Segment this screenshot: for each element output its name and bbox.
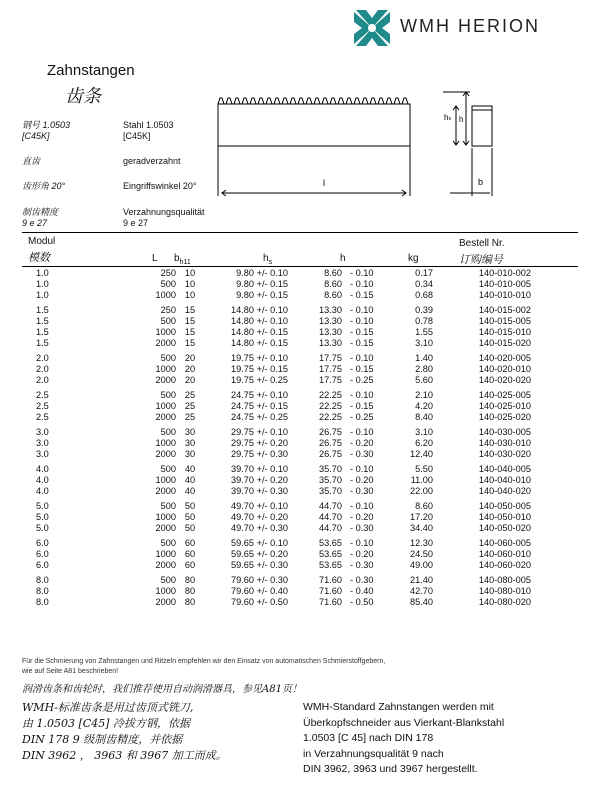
cell-h: 71.60 - 0.50: [319, 597, 374, 607]
cell-width: 10: [184, 279, 196, 289]
cell-modul: 8.0: [36, 586, 49, 596]
cell-weight: 22.00: [410, 486, 433, 496]
cell-hs: 79.60 +/- 0.30: [231, 575, 288, 585]
cell-weight: 0.34: [415, 279, 433, 289]
cell-h: 35.70 - 0.10: [319, 464, 374, 474]
cell-length: 250: [160, 305, 176, 315]
label-length: l: [323, 178, 325, 188]
spec-teeth-cn: 直齿: [22, 156, 41, 166]
cell-width: 80: [184, 586, 196, 596]
cell-modul: 4.0: [36, 486, 49, 496]
table-row: [0, 475, 600, 486]
cell-length: 2000: [155, 486, 176, 496]
table-row: [0, 401, 600, 412]
cell-hs: 9.80 +/- 0.15: [236, 290, 288, 300]
cell-order-number: 140-080-005: [478, 575, 531, 585]
cell-weight: 0.78: [415, 316, 433, 326]
cell-order-number: 140-050-005: [478, 501, 531, 511]
cell-modul: 1.0: [36, 279, 49, 289]
cell-order-number: 140-030-010: [478, 438, 531, 448]
footnote-lubrication: Für die Schmierung von Zahnstangen und Ritzeln empfehlen wir den Einsatz von automatischen Schmierstoffgebern, wie auf Seite A81 beschrieben!: [22, 658, 386, 675]
table-body: [0, 268, 600, 612]
cell-length: 1000: [155, 475, 176, 485]
label-b: b: [478, 177, 484, 187]
cell-order-number: 140-010-010: [478, 290, 531, 300]
cell-hs: 79.60 +/- 0.50: [231, 597, 288, 607]
cell-hs: 14.80 +/- 0.10: [231, 305, 288, 315]
cell-length: 2000: [155, 449, 176, 459]
cell-h: 17.75 - 0.15: [319, 364, 374, 374]
table-row: [0, 390, 600, 401]
cell-order-number: 140-020-005: [478, 353, 531, 363]
table-row: [0, 549, 600, 560]
cell-weight: 5.50: [415, 464, 433, 474]
cell-modul: 1.5: [36, 338, 49, 348]
label-h: h: [459, 115, 464, 124]
cell-width: 20: [184, 375, 196, 385]
table-row: [0, 305, 600, 316]
cell-h: 53.65 - 0.20: [319, 549, 374, 559]
cell-weight: 49.00: [410, 560, 433, 570]
header-hs: $h_s$: [263, 253, 273, 266]
description-cn: WMH-标准齿条是用过齿顶式铣刀, 由 1.0503 [C45] 冷拔方钢，依据 DIN 178 9 级制齿精度，并依据 DIN 3962 ， 3963 和 3967 加工而成。: [22, 701, 227, 762]
cell-width: 40: [184, 475, 196, 485]
table-row: [0, 327, 600, 338]
cell-order-number: 140-025-020: [478, 412, 531, 422]
cell-length: 500: [160, 353, 176, 363]
cell-modul: 5.0: [36, 512, 49, 522]
cell-h: 22.25 - 0.15: [319, 401, 374, 411]
cell-length: 2000: [155, 560, 176, 570]
table-row: [0, 316, 600, 327]
spec-steel-cn: 钢号 1.0503 [C45K]: [22, 120, 71, 141]
cell-length: 500: [160, 390, 176, 400]
cell-width: 40: [184, 486, 196, 496]
header-modul-cn: 模数: [28, 251, 50, 264]
cell-length: 1000: [155, 401, 176, 411]
table-row: [0, 438, 600, 449]
cell-length: 500: [160, 316, 176, 326]
cell-hs: 29.75 +/- 0.10: [231, 427, 288, 437]
cell-h: 13.30 - 0.15: [319, 327, 374, 337]
cell-order-number: 140-040-005: [478, 464, 531, 474]
cell-width: 25: [184, 412, 196, 422]
cell-order-number: 140-030-020: [478, 449, 531, 459]
brand-name: WMH HERION: [400, 16, 540, 36]
cell-order-number: 140-060-010: [478, 549, 531, 559]
cell-length: 1000: [155, 549, 176, 559]
cell-width: 30: [184, 438, 196, 448]
cell-weight: 0.17: [415, 268, 433, 278]
cell-order-number: 140-010-005: [478, 279, 531, 289]
cell-width: 15: [184, 305, 196, 315]
cell-h: 71.60 - 0.40: [319, 586, 374, 596]
label-hk: hₖ: [444, 113, 452, 122]
cell-modul: 1.5: [36, 316, 49, 326]
cell-weight: 8.60: [415, 501, 433, 511]
cell-length: 500: [160, 427, 176, 437]
cell-h: 44.70 - 0.20: [319, 512, 374, 522]
cell-h: 8.60 - 0.15: [324, 290, 374, 300]
cell-h: 53.65 - 0.30: [319, 560, 374, 570]
cell-length: 500: [160, 538, 176, 548]
cell-width: 20: [184, 364, 196, 374]
cell-weight: 2.80: [415, 364, 433, 374]
cell-order-number: 140-020-010: [478, 364, 531, 374]
cell-width: 10: [184, 268, 196, 278]
cell-h: 26.75 - 0.20: [319, 438, 374, 448]
cell-length: 250: [160, 268, 176, 278]
cell-order-number: 140-030-005: [478, 427, 531, 437]
cell-width: 15: [184, 316, 196, 326]
cell-weight: 0.39: [415, 305, 433, 315]
cell-modul: 3.0: [36, 427, 49, 437]
table-row: [0, 486, 600, 497]
table-group: [0, 538, 600, 571]
cell-length: 2000: [155, 523, 176, 533]
cell-modul: 5.0: [36, 523, 49, 533]
cell-hs: 39.70 +/- 0.30: [231, 486, 288, 496]
table-row: [0, 412, 600, 423]
cell-width: 25: [184, 401, 196, 411]
cell-modul: 3.0: [36, 449, 49, 459]
cell-width: 15: [184, 338, 196, 348]
table-top-rule: [22, 232, 578, 233]
cell-length: 2000: [155, 597, 176, 607]
table-group: [0, 575, 600, 608]
cell-width: 50: [184, 512, 196, 522]
cell-hs: 24.75 +/- 0.15: [231, 401, 288, 411]
cell-order-number: 140-050-020: [478, 523, 531, 533]
header-order-cn: 订购编号: [459, 253, 503, 266]
cell-width: 60: [184, 549, 196, 559]
cell-length: 1000: [155, 364, 176, 374]
cell-width: 80: [184, 575, 196, 585]
cell-length: 500: [160, 575, 176, 585]
cell-hs: 24.75 +/- 0.10: [231, 390, 288, 400]
cell-weight: 2.10: [415, 390, 433, 400]
table-row: [0, 523, 600, 534]
cell-modul: 8.0: [36, 597, 49, 607]
cell-weight: 42.70: [410, 586, 433, 596]
cell-order-number: 140-040-010: [478, 475, 531, 485]
table-row: [0, 427, 600, 438]
cell-width: 50: [184, 501, 196, 511]
cell-h: 13.30 - 0.15: [319, 338, 374, 348]
rack-drawing: [0, 0, 600, 236]
table-row: [0, 538, 600, 549]
cell-weight: 12.40: [410, 449, 433, 459]
cell-length: 2000: [155, 412, 176, 422]
cell-modul: 2.5: [36, 401, 49, 411]
cell-hs: 59.65 +/- 0.10: [231, 538, 288, 548]
cell-hs: 29.75 +/- 0.20: [231, 438, 288, 448]
cell-width: 40: [184, 464, 196, 474]
cell-modul: 2.5: [36, 412, 49, 422]
table-group: [0, 390, 600, 423]
cell-h: 35.70 - 0.30: [319, 486, 374, 496]
cell-modul: 6.0: [36, 549, 49, 559]
cell-weight: 0.68: [415, 290, 433, 300]
cell-modul: 3.0: [36, 438, 49, 448]
cell-width: 60: [184, 560, 196, 570]
table-row: [0, 375, 600, 386]
cell-order-number: 140-080-010: [478, 586, 531, 596]
cell-length: 2000: [155, 375, 176, 385]
cell-modul: 1.5: [36, 327, 49, 337]
cell-hs: 39.70 +/- 0.20: [231, 475, 288, 485]
cell-order-number: 140-040-020: [478, 486, 531, 496]
cell-hs: 59.65 +/- 0.20: [231, 549, 288, 559]
cell-width: 20: [184, 353, 196, 363]
cell-hs: 59.65 +/- 0.30: [231, 560, 288, 570]
cell-weight: 1.55: [415, 327, 433, 337]
cell-modul: 1.5: [36, 305, 49, 315]
cell-weight: 4.20: [415, 401, 433, 411]
cell-order-number: 140-015-010: [478, 327, 531, 337]
spec-angle-cn: 齿形角 20°: [22, 181, 66, 191]
table-row: [0, 364, 600, 375]
cell-hs: 29.75 +/- 0.30: [231, 449, 288, 459]
spec-quality-cn: 制齿精度 9 e 27: [22, 207, 59, 228]
cell-modul: 2.0: [36, 353, 49, 363]
cell-order-number: 140-050-010: [478, 512, 531, 522]
table-row: [0, 501, 600, 512]
cell-modul: 1.0: [36, 290, 49, 300]
cell-hs: 14.80 +/- 0.15: [231, 338, 288, 348]
cell-h: 26.75 - 0.10: [319, 427, 374, 437]
cell-length: 1000: [155, 512, 176, 522]
cell-h: 8.60 - 0.10: [324, 279, 374, 289]
cell-hs: 9.80 +/- 0.15: [236, 279, 288, 289]
cell-order-number: 140-080-020: [478, 597, 531, 607]
cell-weight: 5.60: [415, 375, 433, 385]
cell-length: 1000: [155, 586, 176, 596]
table-row: [0, 353, 600, 364]
table-group: [0, 427, 600, 460]
cell-order-number: 140-015-020: [478, 338, 531, 348]
table-group: [0, 268, 600, 301]
header-h: h: [340, 253, 346, 264]
cell-h: 71.60 - 0.30: [319, 575, 374, 585]
cell-width: 60: [184, 538, 196, 548]
table-row: [0, 512, 600, 523]
cell-h: 35.70 - 0.20: [319, 475, 374, 485]
cell-modul: 2.0: [36, 364, 49, 374]
cell-modul: 4.0: [36, 475, 49, 485]
cell-h: 22.25 - 0.25: [319, 412, 374, 422]
cell-modul: 6.0: [36, 538, 49, 548]
cell-width: 30: [184, 427, 196, 437]
cell-hs: 49.70 +/- 0.10: [231, 501, 288, 511]
spec-teeth-de: geradverzahnt: [123, 156, 181, 166]
table-row: [0, 560, 600, 571]
cell-hs: 19.75 +/- 0.15: [231, 364, 288, 374]
header-kg: kg: [408, 253, 419, 264]
cell-width: 10: [184, 290, 196, 300]
cell-modul: 1.0: [36, 268, 49, 278]
cell-weight: 12.30: [410, 538, 433, 548]
cell-order-number: 140-025-010: [478, 401, 531, 411]
table-row: [0, 449, 600, 460]
cell-h: 26.75 - 0.30: [319, 449, 374, 459]
cell-weight: 3.10: [415, 338, 433, 348]
cell-h: 13.30 - 0.10: [319, 305, 374, 315]
cell-order-number: 140-015-005: [478, 316, 531, 326]
page-title: Zahnstangen: [47, 62, 135, 79]
cell-width: 15: [184, 327, 196, 337]
cell-length: 1000: [155, 327, 176, 337]
cell-weight: 21.40: [410, 575, 433, 585]
cell-h: 17.75 - 0.25: [319, 375, 374, 385]
table-row: [0, 575, 600, 586]
cell-hs: 79.60 +/- 0.40: [231, 586, 288, 596]
cell-hs: 9.80 +/- 0.10: [236, 268, 288, 278]
cell-hs: 19.75 +/- 0.10: [231, 353, 288, 363]
cell-length: 500: [160, 501, 176, 511]
page-title-chinese: 齿条: [65, 86, 101, 107]
cell-modul: 5.0: [36, 501, 49, 511]
table-row: [0, 268, 600, 279]
cell-weight: 11.00: [410, 475, 433, 485]
header-length: L: [152, 253, 158, 264]
cell-weight: 6.20: [415, 438, 433, 448]
header-modul: Modul: [28, 236, 56, 247]
cell-modul: 6.0: [36, 560, 49, 570]
table-header-rule: [22, 266, 578, 267]
cell-order-number: 140-020-020: [478, 375, 531, 385]
cell-length: 500: [160, 279, 176, 289]
cell-hs: 49.70 +/- 0.30: [231, 523, 288, 533]
cell-hs: 39.70 +/- 0.10: [231, 464, 288, 474]
header-order: Bestell Nr.: [459, 238, 505, 249]
cell-width: 30: [184, 449, 196, 459]
description-de: WMH-Standard Zahnstangen werden mit Überkopfschneider aus Vierkant-Blankstahl 1.0503 [C 45] nach DIN 178 in Verzahnungsqualität 9 nach DIN 3962, 3963 und 3967 hergestellt.: [303, 701, 505, 775]
table-group: [0, 464, 600, 497]
cell-order-number: 140-015-002: [478, 305, 531, 315]
cell-h: 53.65 - 0.10: [319, 538, 374, 548]
rack-teeth: [218, 98, 410, 104]
table-header: [0, 236, 600, 266]
cell-length: 1000: [155, 438, 176, 448]
cell-h: 17.75 - 0.10: [319, 353, 374, 363]
cell-hs: 19.75 +/- 0.25: [231, 375, 288, 385]
cell-weight: 85.40: [410, 597, 433, 607]
cell-width: 50: [184, 523, 196, 533]
cell-length: 1000: [155, 290, 176, 300]
cell-h: 8.60 - 0.10: [324, 268, 374, 278]
cell-order-number: 140-060-005: [478, 538, 531, 548]
cell-modul: 2.0: [36, 375, 49, 385]
table-group: [0, 305, 600, 349]
spec-steel-de: Stahl 1.0503 [C45K]: [123, 120, 174, 141]
cell-modul: 4.0: [36, 464, 49, 474]
footnote-lubrication-cn: 润滑齿条和齿轮时，我们推荐使用自动润滑器具，参见A81页！: [22, 684, 302, 695]
cell-width: 80: [184, 597, 196, 607]
cell-weight: 24.50: [410, 549, 433, 559]
spec-angle-de: Eingriffswinkel 20°: [123, 181, 197, 191]
cell-h: 22.25 - 0.10: [319, 390, 374, 400]
cell-length: 500: [160, 464, 176, 474]
spec-quality-de: Verzahnungsqualität 9 e 27: [123, 207, 205, 228]
table-row: [0, 464, 600, 475]
cell-order-number: 140-060-020: [478, 560, 531, 570]
header-width: $b_{h11}$: [174, 253, 191, 266]
cell-h: 13.30 - 0.10: [319, 316, 374, 326]
table-group: [0, 353, 600, 386]
cell-hs: 24.75 +/- 0.25: [231, 412, 288, 422]
cell-modul: 8.0: [36, 575, 49, 585]
table-row: [0, 586, 600, 597]
table-row: [0, 279, 600, 290]
cell-weight: 3.10: [415, 427, 433, 437]
cell-modul: 2.5: [36, 390, 49, 400]
cell-hs: 49.70 +/- 0.20: [231, 512, 288, 522]
table-group: [0, 501, 600, 534]
cell-hs: 14.80 +/- 0.10: [231, 316, 288, 326]
table-row: [0, 290, 600, 301]
cell-length: 2000: [155, 338, 176, 348]
cell-weight: 34.40: [410, 523, 433, 533]
cell-width: 25: [184, 390, 196, 400]
cell-order-number: 140-025-005: [478, 390, 531, 400]
cell-weight: 1.40: [415, 353, 433, 363]
cell-order-number: 140-010-002: [478, 268, 531, 278]
table-row: [0, 597, 600, 608]
cell-hs: 14.80 +/- 0.15: [231, 327, 288, 337]
cell-h: 44.70 - 0.10: [319, 501, 374, 511]
cell-weight: 8.40: [415, 412, 433, 422]
cell-weight: 17.20: [410, 512, 433, 522]
table-row: [0, 338, 600, 349]
cell-h: 44.70 - 0.30: [319, 523, 374, 533]
